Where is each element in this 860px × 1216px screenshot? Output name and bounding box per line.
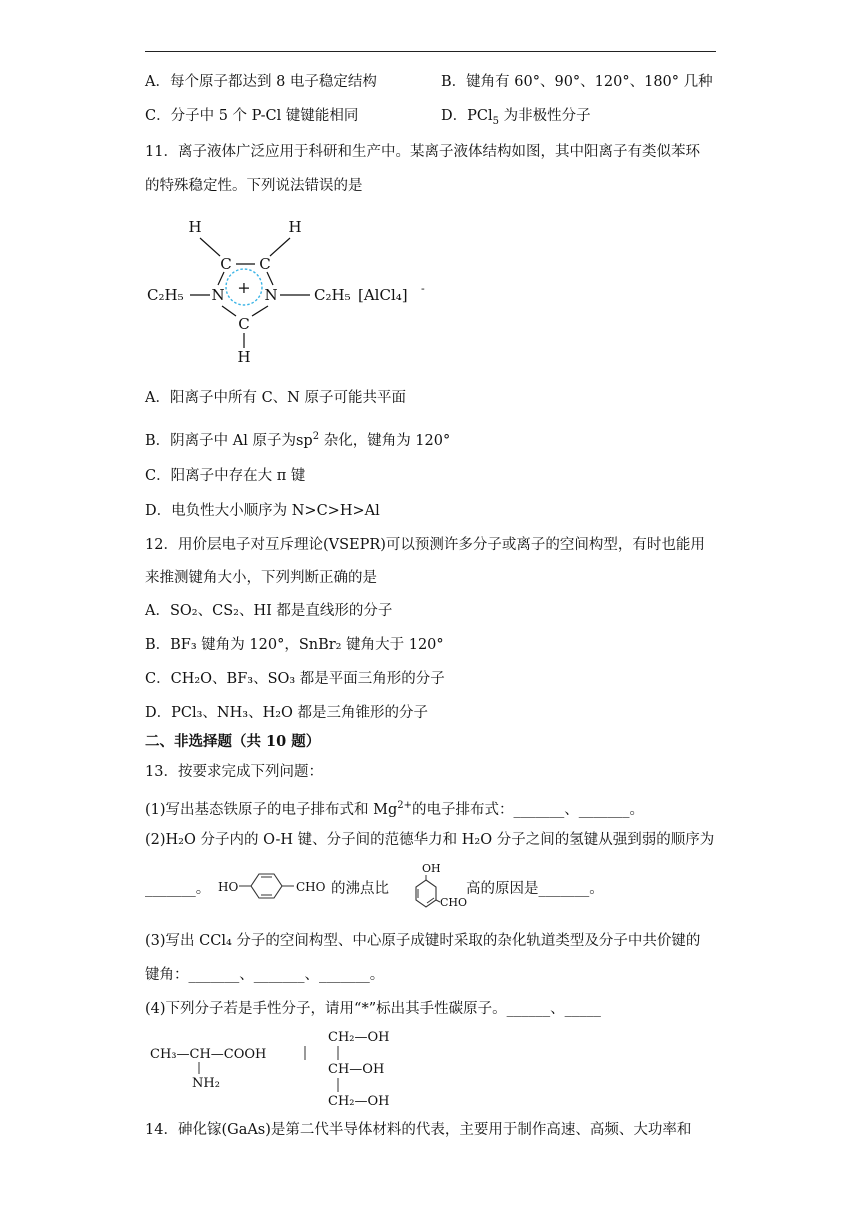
para-ho-label: HO bbox=[218, 880, 239, 894]
atom-c-bottom: C bbox=[238, 315, 250, 333]
q13-part2-blank: _______。 bbox=[145, 881, 211, 897]
q14-stem: 14．砷化镓(GaAs)是第二代半导体材料的代表，主要用于制作高速、高频、大功率和 bbox=[145, 1122, 692, 1138]
q13-part3-line1: (3)写出 CCl₄ 分子的空间构型、中心原子成键时采取的杂化轨道类型及分子中共价键的 bbox=[145, 933, 701, 949]
q10-option-a: A．每个原子都达到 8 电子稳定结构 bbox=[145, 74, 377, 90]
glycerol-line3: CH₂—OH bbox=[328, 1094, 390, 1109]
p-hydroxybenzaldehyde-structure bbox=[218, 868, 328, 904]
q10-option-d: D．PCl$_5$ 为非极性分子 bbox=[441, 108, 591, 127]
ethyl-right: C₂H₅ bbox=[314, 286, 351, 304]
q13-stem: 13．按要求完成下列问题： bbox=[145, 764, 323, 780]
q11-option-b: B．阴离子中 Al 原子为$sp^2$ 杂化，键角为 120° bbox=[145, 431, 451, 449]
q11-stem-line1: 11．离子液体广泛应用于科研和生产中。某离子液体结构如图，其中阳离子有类似苯环 bbox=[145, 144, 700, 160]
q13-part2-end: 高的原因是_______。 bbox=[466, 881, 604, 897]
q12-option-a: A．SO₂、CS₂、HI 都是直线形的分子 bbox=[145, 603, 393, 619]
header-rule bbox=[145, 51, 716, 52]
atom-h-top-right: H bbox=[288, 218, 302, 236]
alanine-nh2: NH₂ bbox=[192, 1076, 220, 1091]
q11-option-d: D．电负性大小顺序为 N>C>H>Al bbox=[145, 503, 380, 519]
atom-h-bottom: H bbox=[237, 348, 251, 366]
q11-stem-line2: 的特殊稳定性。下列说法错误的是 bbox=[145, 178, 363, 194]
atom-c-right: C bbox=[259, 255, 271, 273]
positive-charge-sign: + bbox=[237, 278, 251, 297]
ortho-oh-label: OH bbox=[422, 862, 441, 875]
alanine-formula: CH₃—CH—COOH bbox=[150, 1047, 267, 1062]
q11-option-a: A．阳离子中所有 C、N 原子可能共平面 bbox=[145, 390, 406, 406]
atom-n-right: N bbox=[264, 286, 278, 304]
o-hydroxybenzaldehyde-structure bbox=[396, 860, 466, 910]
q13-part2-line1: (2)H₂O 分子内的 O-H 键、分子间的范德华力和 H₂O 分子之间的氢键从强到弱的顺序为 bbox=[145, 832, 715, 848]
imidazolium-structure-figure bbox=[140, 212, 440, 367]
q12-option-b: B．BF₃ 键角为 120°，SnBr₂ 键角大于 120° bbox=[145, 637, 444, 653]
atom-c-left: C bbox=[220, 255, 232, 273]
q12-option-d: D．PCl₃、NH₃、H₂O 都是三角锥形的分子 bbox=[145, 705, 429, 721]
q11-option-c: C．阳离子中存在大 π 键 bbox=[145, 468, 306, 484]
q13-part4: (4)下列分子若是手性分子，请用“*”标出其手性碳原子。______、_____ bbox=[145, 1001, 601, 1017]
anion-alcl4: [AlCl₄] bbox=[358, 286, 408, 304]
para-cho-label: CHO bbox=[296, 880, 326, 894]
atom-h-top-left: H bbox=[188, 218, 202, 236]
chiral-molecules-figure bbox=[150, 1024, 390, 1110]
q12-stem-line2: 来推测键角大小，下列判断正确的是 bbox=[145, 570, 377, 586]
glycerol-line2: CH—OH bbox=[328, 1062, 385, 1077]
q13-part3-line2: 键角：_______、_______、_______。 bbox=[145, 967, 385, 983]
q12-stem-line1: 12．用价层电子对互斥理论(VSEPR)可以预测许多分子或离子的空间构型，有时也能用 bbox=[145, 537, 705, 553]
atom-n-left: N bbox=[211, 286, 225, 304]
q13-part2-mid: 的沸点比 bbox=[331, 881, 389, 897]
section-heading: 二、非选择题（共 10 题） bbox=[145, 733, 321, 750]
glycerol-line1: CH₂—OH bbox=[328, 1030, 390, 1045]
q10-option-c: C．分子中 5 个 P-Cl 键键能相同 bbox=[145, 108, 359, 124]
anion-charge: - bbox=[421, 282, 425, 295]
ethyl-left: C₂H₅ bbox=[147, 286, 184, 304]
q10-option-b: B．键角有 60°、90°、120°、180° 几种 bbox=[441, 74, 713, 90]
ortho-cho-label: CHO bbox=[440, 896, 468, 909]
q13-part1: (1)写出基态铁原子的电子排布式和 $Mg^{2+}$的电子排布式：_______、_______。 bbox=[145, 800, 645, 818]
q12-option-c: C．CH₂O、BF₃、SO₃ 都是平面三角形的分子 bbox=[145, 671, 445, 687]
